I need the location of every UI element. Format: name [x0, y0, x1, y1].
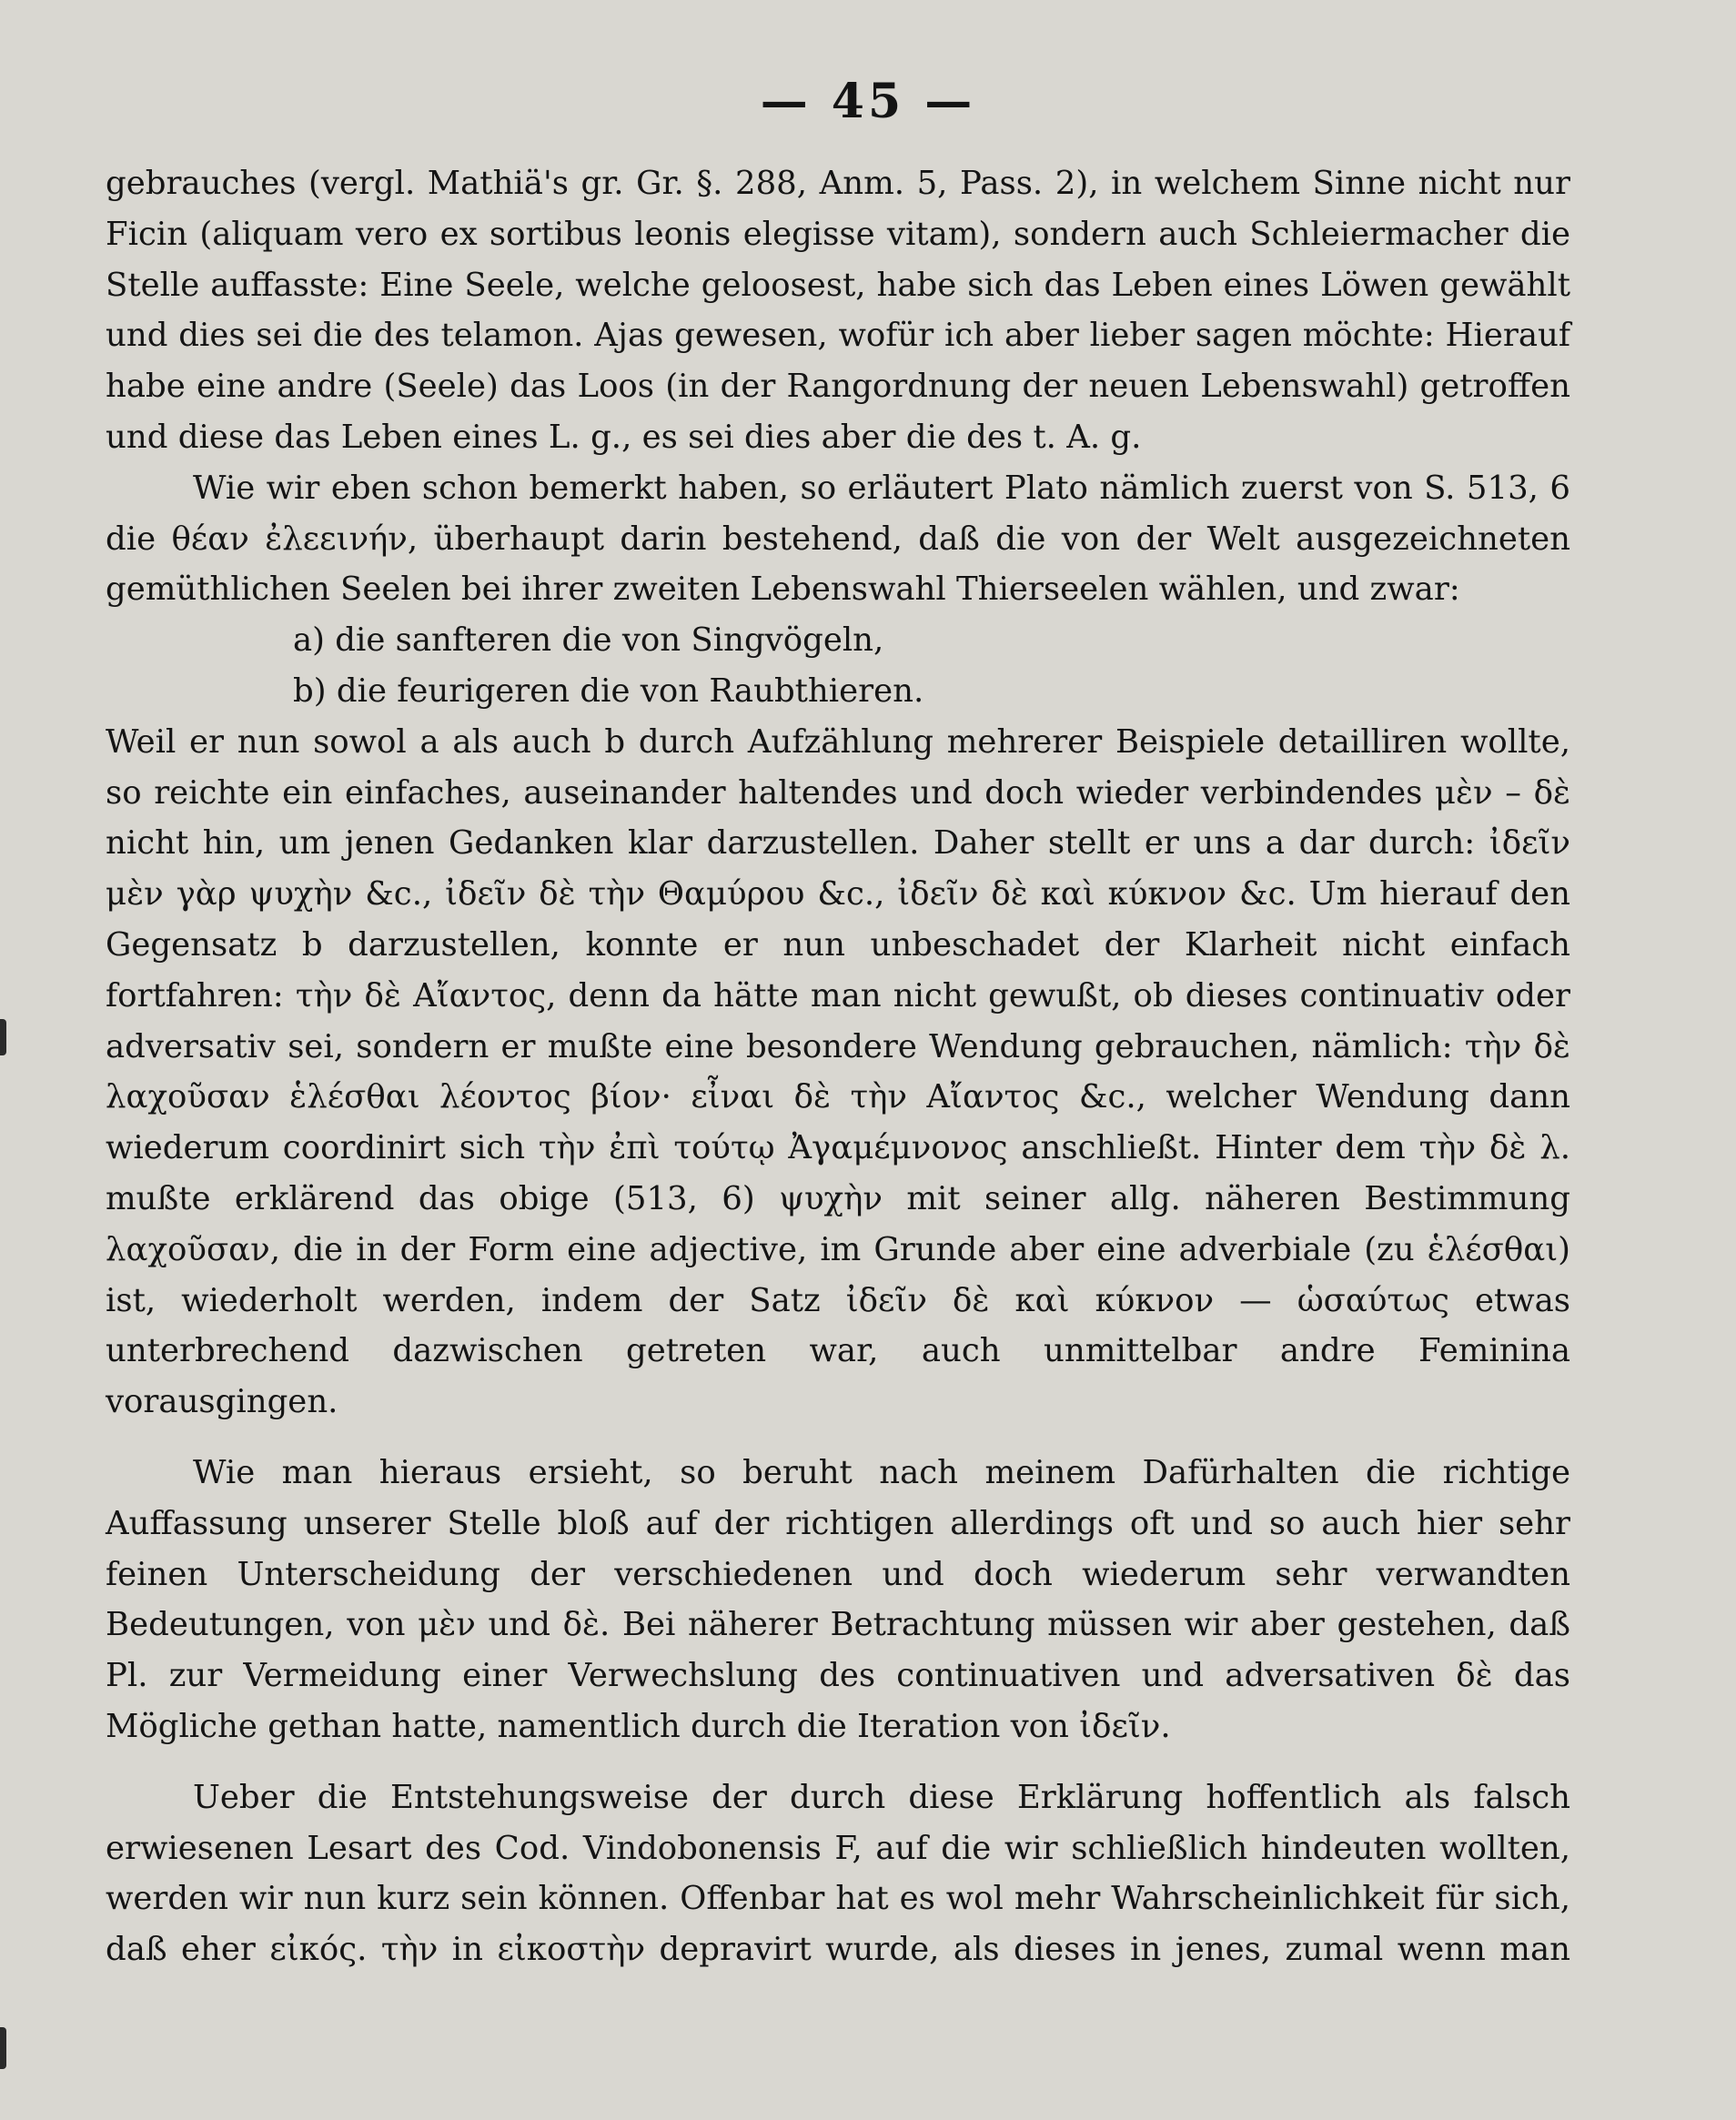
paragraph: Wie wir eben schon bemerkt haben, so erläutert Plato nämlich zuerst von S. 513, 6 die θέαν ἐλεεινήν, überhaupt darin bestehend, daß die von der Welt ausgezeichneten gemüthlichen Seelen bei ihrer zweiten Lebenswahl Thierseelen wählen, und zwar:	[106, 469, 1570, 609]
list-item: a) die sanfteren die von Singvögeln,	[293, 621, 884, 660]
paragraph: Weil er nun sowol a als auch b durch Aufzählung mehrerer Beispiele detailliren wollte, so reichte ein einfaches, auseinander haltendes und doch wieder verbindendes μὲν – δὲ nicht hin, um jenen Gedanken klar darzustellen. Daher stellt er uns a dar durch: ἰδεῖν μὲν γὰρ ψυχὴν &c., ἰδεῖν δὲ τὴν Θαμύρου &c., ἰδεῖν δὲ καὶ κύκνον &c. Um hierauf den Gegensatz b darzustellen, konnte er nun unbeschadet der Klarheit nicht einfach fortfahren: τὴν δὲ Αἴαντος, denn da hätte man nicht gewußt, ob dieses continuativ oder adversativ sei, sondern er mußte eine besondere Wendung gebrauchen, nämlich: τὴν δὲ λαχοῦσαν ἑλέσθαι λέοντος βίον· εἶναι δὲ τὴν Αἴαντος &c., welcher Wendung dann wiederum coordinirt sich τὴν ἐπὶ τούτῳ Ἀγαμέμνονος anschließt. Hinter dem τὴν δὲ λ. mußte erklärend das obige (513, 6) ψυχὴν mit seiner allg. näheren Bestimmung λαχοῦσαν, die in der Form eine adjective, im Grunde aber eine adverbiale (zu ἑλέσθαι) ist, wiederholt werden, indem der Satz ἰδεῖν δὲ καὶ κύκνον — ὡσαύτως etwas unterbrechend dazwischen getreten war, auch unmittelbar andre Feminina vorausgingen.	[106, 722, 1570, 1421]
list-item: b) die feurigeren die von Raubthieren.	[293, 671, 924, 710]
paragraph: Ueber die Entstehungsweise der durch diese Erklärung hoffentlich als falsch erwiesenen Lesart des Cod. Vindobonensis F, auf die wir schließlich hindeuten wollten, werden wir nun kurz sein können. Offenbar hat es wol mehr Wahrscheinlichkeit für sich, daß eher εἰκός. τὴν in εἰκοστὴν depravirt wurde, als dieses in jenes, zumal wenn man	[106, 1778, 1570, 1969]
page-edge-mark	[0, 1019, 6, 1055]
body-text	[106, 158, 1570, 1975]
page-number: — 45 —	[760, 74, 976, 129]
paragraph: gebrauches (vergl. Mathiä's gr. Gr. §. 288, Anm. 5, Pass. 2), in welchem Sinne nicht nur Ficin (aliquam vero ex sortibus leonis elegisse vitam), sondern auch Schleiermacher die Stelle auffasste: Eine Seele, welche geloosest, habe sich das Leben eines Löwen gewählt und dies sei die des telamon. Ajas gewesen, wofür ich aber lieber sagen möchte: Hierauf habe eine andre (Seele) das Loos (in der Rangordnung der neuen Lebenswahl) getroffen und diese das Leben eines L. g., es sei dies aber die des t. A. g.	[106, 165, 1570, 456]
paragraph: Wie man hieraus ersieht, so beruht nach meinem Dafürhalten die richtige Auffassung unserer Stelle bloß auf der richtigen allerdings oft und so auch hier sehr feinen Unterscheidung der verschiedenen und doch wiederum sehr verwandten Bedeutungen, von μὲν und δὲ. Bei näherer Betrachtung müssen wir aber gestehen, daß Pl. zur Vermeidung einer Verwechslung des continuativen und adversativen δὲ das Mögliche gethan hatte, namentlich durch die Iteration von ἰδεῖν.	[106, 1453, 1570, 1745]
page-edge-mark	[0, 2027, 6, 2069]
